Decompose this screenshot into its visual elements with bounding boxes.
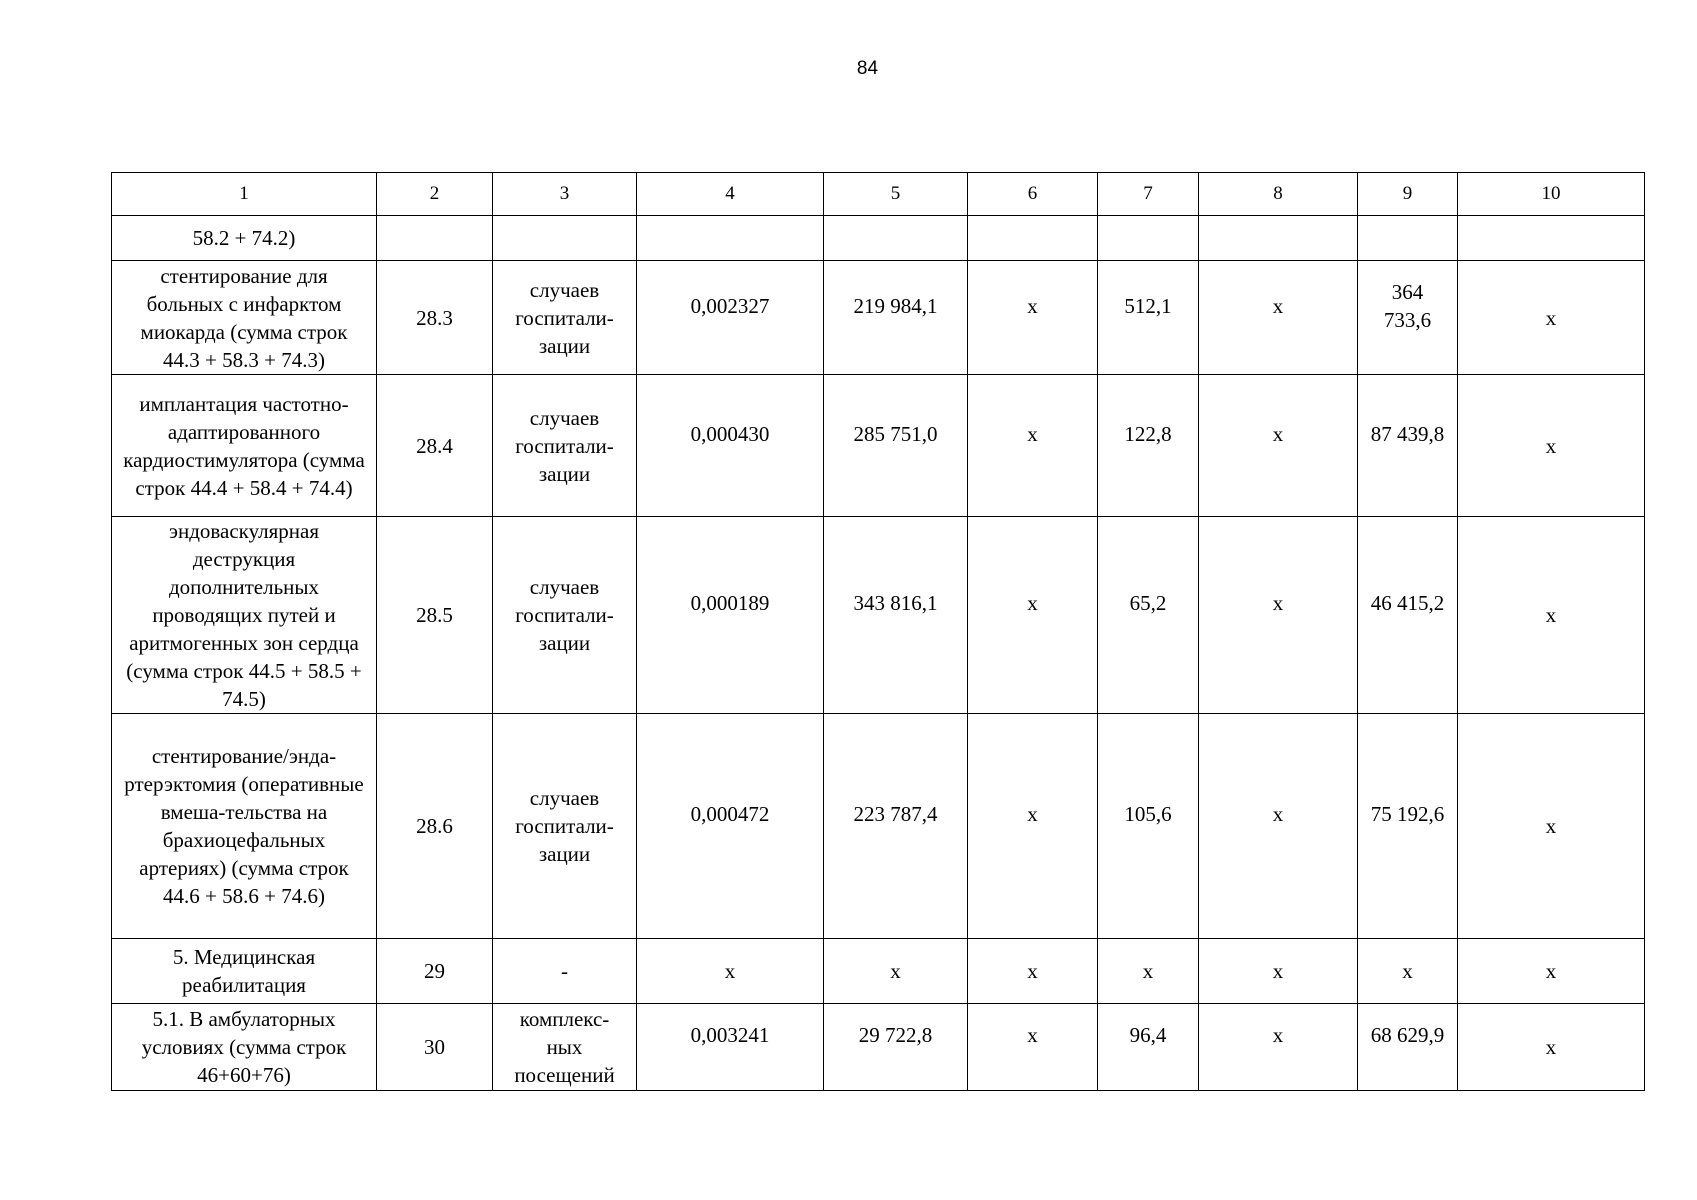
- cell-value: х: [1272, 591, 1284, 615]
- table-cell: [824, 216, 968, 261]
- table-cell: [1098, 1004, 1199, 1091]
- row-code-cell: 28.5: [377, 517, 493, 714]
- row-unit-cell: случаев госпитали-зации: [493, 261, 637, 375]
- table-cell: х: [1458, 1004, 1645, 1091]
- table-cell: х: [1458, 375, 1645, 517]
- row-unit-cell: случаев госпитали-зации: [493, 517, 637, 714]
- row-name-cell: 5. Медицинская реабилитация: [112, 939, 377, 1004]
- cell-value: х: [1027, 1023, 1038, 1047]
- rate-value: 0,000189: [690, 591, 770, 615]
- cell-value: 122,8: [1124, 421, 1172, 446]
- cell-value: 96,4: [1129, 1023, 1167, 1047]
- cell-value: х: [1272, 1023, 1284, 1047]
- table-row: [112, 261, 1645, 375]
- table-cell: [1358, 517, 1458, 714]
- cell-value: х: [1272, 802, 1284, 826]
- table-row: [112, 714, 1645, 939]
- table-cell: х: [1199, 939, 1358, 1004]
- table-cell: [493, 216, 637, 261]
- cell-value: х: [1027, 293, 1038, 318]
- column-header: 8: [1199, 173, 1358, 216]
- row-cost-cell: [824, 261, 968, 375]
- cost-value: 343 816,1: [853, 591, 938, 615]
- column-header: 4: [637, 173, 824, 216]
- row-cost-cell: х: [824, 939, 968, 1004]
- table-cell: х: [1458, 261, 1645, 375]
- row-code-cell: 28.6: [377, 714, 493, 939]
- table-cell: [1199, 261, 1358, 375]
- table-cell: [1098, 216, 1199, 261]
- table-cell: [377, 216, 493, 261]
- table-cell: [1358, 1004, 1458, 1091]
- row-code-cell: 29: [377, 939, 493, 1004]
- table-cell: [968, 517, 1098, 714]
- cell-value: х: [1272, 293, 1284, 318]
- row-name-cell: 5.1. В амбулаторных условиях (сумма строк 46+60+76): [112, 1004, 377, 1091]
- cell-value: 364 733,6: [1383, 279, 1432, 332]
- table-cell: [968, 375, 1098, 517]
- table-cell: [1098, 714, 1199, 939]
- row-rate-cell: [637, 517, 824, 714]
- column-header: 7: [1098, 173, 1199, 216]
- table-cell: [1358, 216, 1458, 261]
- table-cell: [1358, 375, 1458, 517]
- table-cell: [1199, 216, 1358, 261]
- table-cell: [1199, 375, 1358, 517]
- table-cell: [1098, 517, 1199, 714]
- cell-value: х: [1027, 421, 1038, 446]
- rate-value: 0,002327: [690, 293, 770, 318]
- table-cell: [1199, 1004, 1358, 1091]
- column-header: 2: [377, 173, 493, 216]
- cost-value: 223 787,4: [853, 802, 938, 826]
- table-cell: х: [1358, 939, 1458, 1004]
- row-rate-cell: [637, 375, 824, 517]
- table-row-continuation: [112, 216, 1645, 261]
- row-rate-cell: [637, 261, 824, 375]
- row-rate-cell: [637, 714, 824, 939]
- row-cost-cell: [824, 517, 968, 714]
- table-cell: х: [968, 939, 1098, 1004]
- cost-value: 29 722,8: [858, 1023, 933, 1047]
- cell-value: х: [1027, 802, 1038, 826]
- column-header: 1: [112, 173, 377, 216]
- row-name-cell: имплантация частотно-адаптированного кардиостимулятора (сумма строк 44.4 + 58.4 + 74.4): [112, 375, 377, 517]
- row-unit-cell: случаев госпитали-зации: [493, 714, 637, 939]
- row-name-cell: эндоваскулярная деструкция дополнительных проводящих путей и аритмогенных зон сердца (сумма строк 44.5 + 58.5 + 74.5): [112, 517, 377, 714]
- row-code-cell: 28.3: [377, 261, 493, 375]
- column-header: 10: [1458, 173, 1645, 216]
- table-row: [112, 1004, 1645, 1091]
- table-cell: х: [1098, 939, 1199, 1004]
- cell-value: 46 415,2: [1370, 591, 1445, 615]
- table-cell: х: [1458, 517, 1645, 714]
- cell-value: х: [1272, 421, 1284, 446]
- table-cell: [1458, 216, 1645, 261]
- cell-value: 75 192,6: [1370, 802, 1445, 826]
- column-header: 9: [1358, 173, 1458, 216]
- page-number: 84: [856, 58, 879, 79]
- header-row: [112, 173, 1645, 216]
- row-name-cell: стентирование/энда-ртерэктомия (оперативные вмеша-тельства на брахиоцефальных артериях) (сумма строк 44.6 + 58.6 + 74.6): [112, 714, 377, 939]
- row-unit-cell: -: [493, 939, 637, 1004]
- table-cell: [1358, 714, 1458, 939]
- row-name-cell: стентирование для больных с инфарктом миокарда (сумма строк 44.3 + 58.3 + 74.3): [112, 261, 377, 375]
- table-row: [112, 517, 1645, 714]
- table-row: [112, 375, 1645, 517]
- row-cost-cell: [824, 714, 968, 939]
- row-unit-cell: случаев госпитали-зации: [493, 375, 637, 517]
- rate-value: 0,003241: [690, 1023, 770, 1047]
- row-code-cell: 28.4: [377, 375, 493, 517]
- table-cell: [1199, 517, 1358, 714]
- row-name-cell: 58.2 + 74.2): [112, 216, 377, 261]
- table-cell: [968, 261, 1098, 375]
- row-cost-cell: [824, 375, 968, 517]
- table-cell: [1098, 375, 1199, 517]
- row-rate-cell: [637, 1004, 824, 1091]
- table-cell: [637, 216, 824, 261]
- cell-value: 68 629,9: [1370, 1023, 1445, 1047]
- rate-value: 0,000472: [690, 802, 770, 826]
- cell-value: 87 439,8: [1370, 421, 1445, 446]
- table-cell: [1199, 714, 1358, 939]
- cell-value: 105,6: [1124, 802, 1172, 826]
- cell-value: х: [1027, 591, 1038, 615]
- table-cell: [968, 216, 1098, 261]
- table-cell: [968, 1004, 1098, 1091]
- table-cell: [1358, 261, 1458, 375]
- table-cell: [1098, 261, 1199, 375]
- row-unit-cell: комплекс-ных посещений: [493, 1004, 637, 1091]
- cost-value: 285 751,0: [853, 421, 938, 446]
- column-header: 6: [968, 173, 1098, 216]
- column-header: 3: [493, 173, 637, 216]
- data-table: [111, 172, 1645, 1091]
- table-cell: х: [1458, 939, 1645, 1004]
- cell-value: 65,2: [1129, 591, 1167, 615]
- table-row: [112, 939, 1645, 1004]
- table-cell: х: [1458, 714, 1645, 939]
- column-header: 5: [824, 173, 968, 216]
- cell-value: 512,1: [1124, 293, 1172, 318]
- row-rate-cell: х: [637, 939, 824, 1004]
- table-cell: [968, 714, 1098, 939]
- row-code-cell: 30: [377, 1004, 493, 1091]
- cost-value: 219 984,1: [853, 293, 938, 318]
- row-cost-cell: [824, 1004, 968, 1091]
- rate-value: 0,000430: [690, 421, 770, 446]
